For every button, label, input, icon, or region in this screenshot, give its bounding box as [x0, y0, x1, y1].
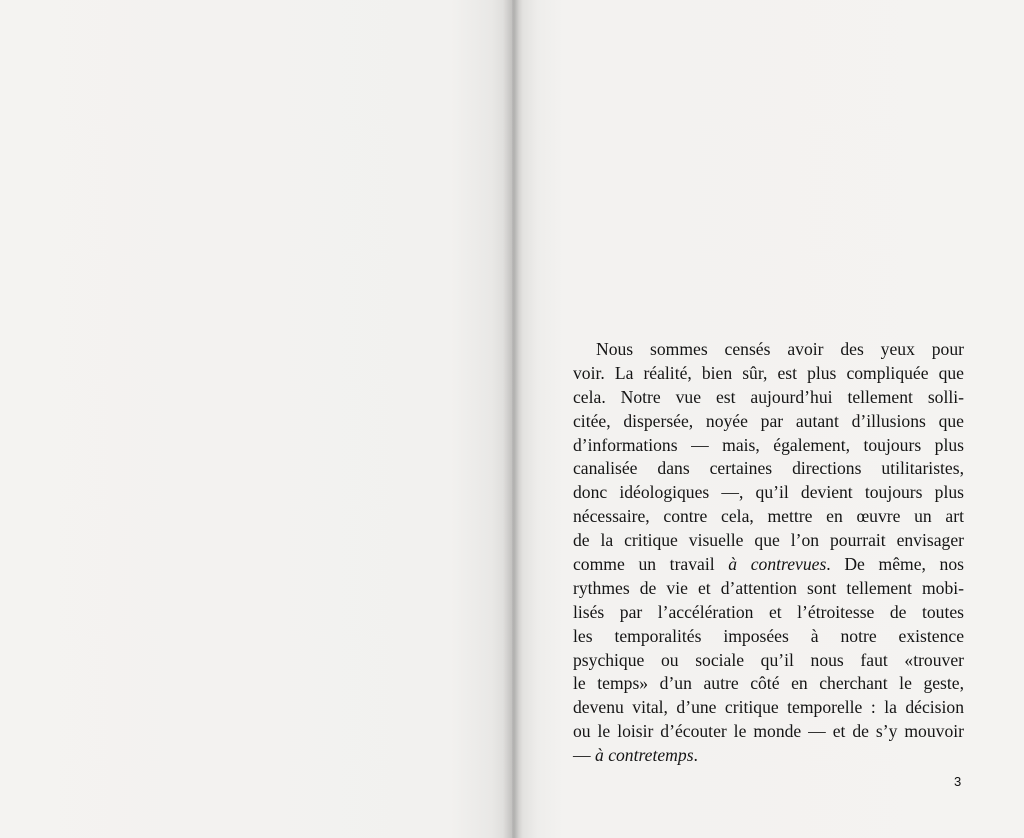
- text-line: lisés par l’accélération et l’étroitesse de toutes: [573, 601, 964, 622]
- text-line: psychique ou sociale qu’il nous faut «trouver: [573, 649, 964, 670]
- text-line: citée, dispersée, noyée par autant d’illusions que: [573, 410, 964, 431]
- text-line: Nous sommes censés avoir des yeux pour: [596, 339, 964, 359]
- text-line: canalisée dans certaines directions utilitaristes,: [573, 458, 964, 479]
- text-line: comme un travail à contrevues. De même, nos: [573, 554, 964, 575]
- text-line: cela. Notre vue est aujourd’hui tellement solli-: [573, 386, 964, 407]
- book-gutter-shadow: [503, 0, 523, 838]
- text-line: de la critique visuelle que l’on pourrait envisager: [573, 530, 964, 551]
- body-paragraph: [573, 338, 964, 768]
- text-line: voir. La réalité, bien sûr, est plus compliquée que: [573, 362, 964, 383]
- page-number: 3: [954, 774, 962, 789]
- italic-phrase: à contretemps: [595, 745, 694, 766]
- text-line: ou le loisir d’écouter le monde — et de s’y mouvoir: [573, 721, 964, 742]
- text-line: donc idéologiques —, qu’il devient toujours plus: [573, 482, 964, 503]
- text-line: le temps» d’un autre côté en cherchant le geste,: [573, 673, 964, 694]
- text-line: les temporalités imposées à notre existence: [573, 625, 964, 646]
- text-line: nécessaire, contre cela, mettre en œuvre un art: [573, 506, 964, 527]
- italic-phrase: à contrevues: [728, 554, 827, 575]
- text-line: rythmes de vie et d’attention sont tellement mobi-: [573, 577, 964, 598]
- text-line: d’informations — mais, également, toujours plus: [573, 434, 964, 455]
- text-line: devenu vital, d’une critique temporelle : la décision: [573, 697, 964, 718]
- text-line: — à contretemps.: [573, 745, 698, 766]
